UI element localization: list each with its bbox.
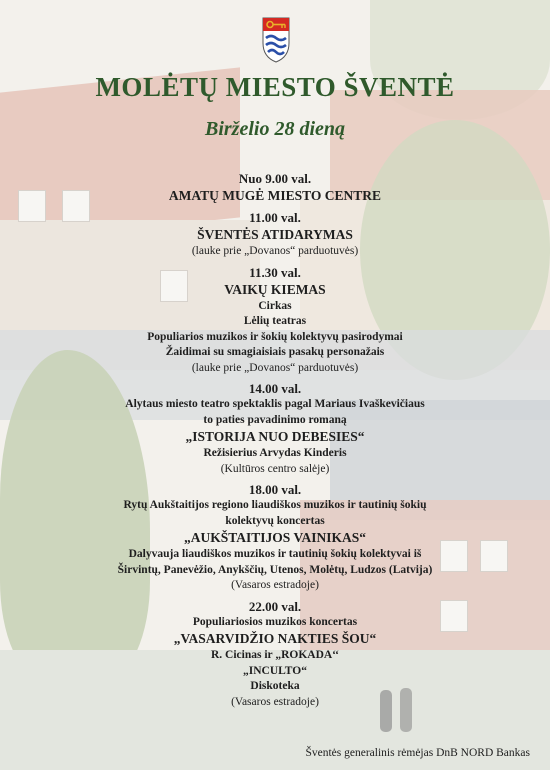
event-line: „ISTORIJA NUO DEBESIES“ <box>185 429 365 444</box>
event-line: (Kultūros centro salėje) <box>220 462 330 475</box>
event-block <box>60 380 490 477</box>
event-line: Žaidimai su smagiaisiais pasakų personažais <box>165 346 385 358</box>
event-block <box>60 481 490 594</box>
event-line: „INCULTO“ <box>243 664 307 677</box>
event-line: „VASARVIDŽIO NAKTIES ŠOU“ <box>173 631 377 646</box>
event-block <box>60 598 490 711</box>
event-line: (lauke prie „Dovanos“ parduotuvės) <box>191 245 359 257</box>
town-coat-of-arms-icon <box>262 17 290 63</box>
event-line: Dalyvauja liaudiškos muzikos ir tautinių šokių kolektyvai iš <box>128 548 422 560</box>
event-program <box>60 170 490 714</box>
event-line: to paties pavadinimo romaną <box>203 413 347 426</box>
event-time: 14.00 val. <box>248 381 302 396</box>
event-line: (lauke prie „Dovanos“ parduotuvės) <box>191 361 359 374</box>
event-line: R. Cicinas ir „ROKADA‘‘ <box>211 649 339 661</box>
event-time: 18.00 val. <box>248 482 302 497</box>
event-line: VAIKŲ KIEMAS <box>224 281 326 297</box>
event-line: Širvintų, Panevėžio, Anykščių, Utenos, Molėtų, Ludzos (Latvija) <box>117 563 433 576</box>
event-line: Lėlių teatras <box>243 315 307 327</box>
event-line: Alytaus miesto teatro spektaklis pagal Mariaus Ivaškevičiaus <box>125 398 425 410</box>
event-line: AMATŲ MUGĖ MIESTO CENTRE <box>168 188 382 203</box>
event-block <box>60 209 490 260</box>
event-time: 11.30 val. <box>249 264 301 280</box>
event-block <box>60 264 490 377</box>
event-line: kolektyvų koncertas <box>225 514 325 527</box>
event-line: (Vasaros estradoje) <box>231 579 319 591</box>
poster-date: Birželio 28 dieną <box>204 118 345 140</box>
poster-title: MOLĖTŲ MIESTO ŠVENTĖ <box>95 72 455 102</box>
event-block <box>60 170 490 205</box>
event-line: Rytų Aukštaitijos regiono liaudiškos muzikos ir tautinių šokių <box>123 499 427 511</box>
event-line: Režisierius Arvydas Kinderis <box>203 447 347 459</box>
event-time: Nuo 9.00 val. <box>238 171 312 186</box>
event-line: ŠVENTĖS ATIDARYMAS <box>197 227 353 242</box>
event-line: Diskoteka <box>250 680 300 692</box>
sponsor-note: Šventės generalinis rėmėjas DnB NORD Bankas <box>305 747 530 759</box>
event-line: (Vasaros estradoje) <box>231 695 319 708</box>
event-time: 11.00 val. <box>249 210 301 225</box>
event-time: 22.00 val. <box>248 598 302 614</box>
event-line: „AUKŠTAITIJOS VAINIKAS“ <box>184 530 366 545</box>
event-line: Populiarios muzikos ir šokių kolektyvų pasirodymai <box>147 330 403 343</box>
event-line: Cirkas <box>258 299 292 312</box>
event-line: Populiariosios muzikos koncertas <box>192 615 358 628</box>
